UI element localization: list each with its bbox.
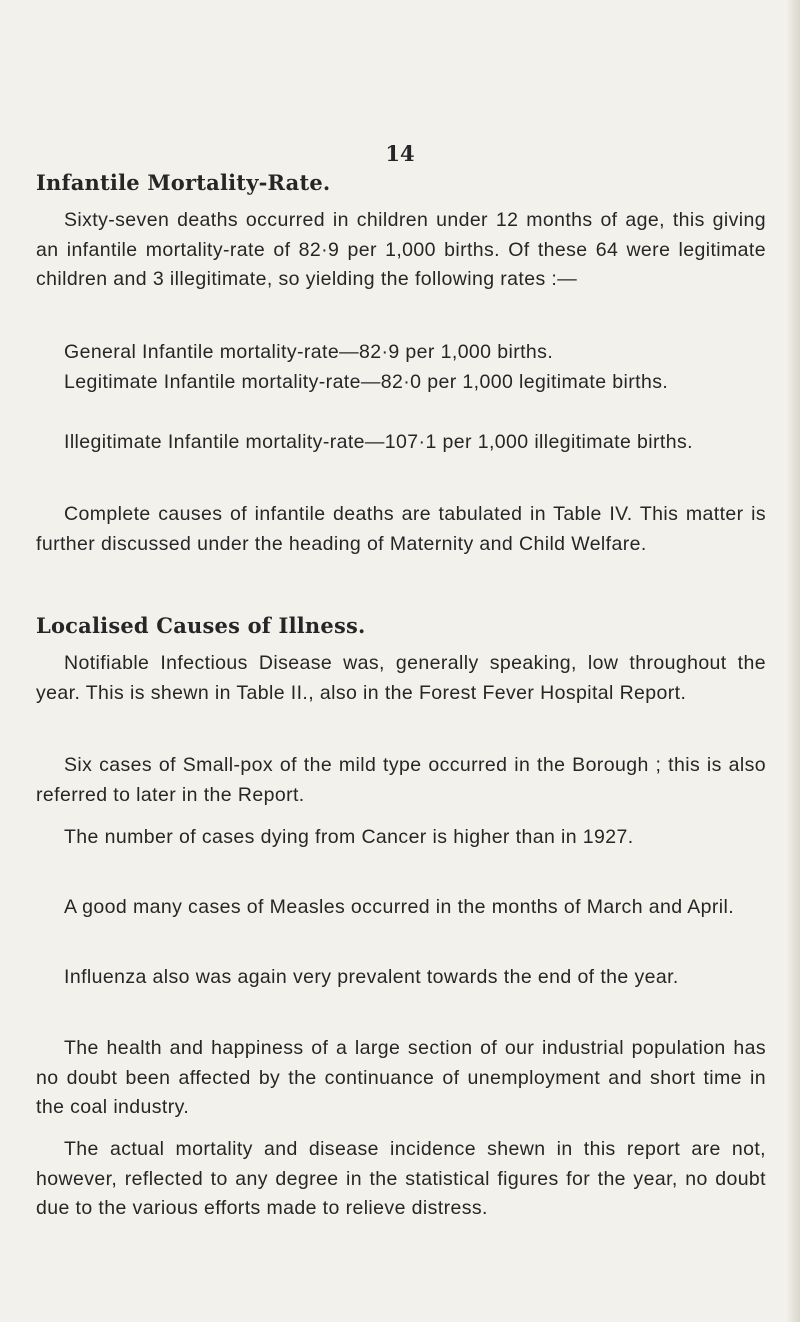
paragraph-measles: A good many cases of Measles occurred in the months of March and April. <box>64 896 735 918</box>
rate-general: General Infantile mortality-rate—82·9 per 1,000 births. <box>64 341 554 363</box>
paragraph-influenza: Influenza also was again very prevalent towards the end of the year. <box>64 966 679 988</box>
page-edge-shadow <box>786 0 800 1322</box>
rate-illegitimate: Illegitimate Infantile mortality-rate—107·1 per 1,000 illegitimate births. <box>64 431 693 453</box>
paragraph-statistical-figures: The actual mortality and disease incidence shewn in this report are not, however, reflected to any degree in the statistical figures for the year, no doubt due to the various efforts made to relieve distress. <box>36 1138 766 1219</box>
paragraph-notifiable-disease: Notifiable Infectious Disease was, generally speaking, low throughout the year. This is shewn in Table II., also in the Forest Fever Hospital Report. <box>36 652 766 704</box>
paragraph-cancer: The number of cases dying from Cancer is higher than in 1927. <box>64 826 634 848</box>
rate-legitimate: Legitimate Infantile mortality-rate—82·0 per 1,000 legitimate births. <box>64 371 669 393</box>
paragraph-infantile-deaths: Sixty-seven deaths occurred in children under 12 months of age, this giving an infantile mortality-rate of 82·9 per 1,000 births. Of these 64 were legitimate children and 3 illegitimate, so yielding the following rates :— <box>36 209 766 290</box>
page-number: 14 <box>385 141 415 166</box>
paragraph-complete-causes: Complete causes of infantile deaths are tabulated in Table IV. This matter is further discussed under the heading of Maternity and Child Welfare. <box>36 503 766 555</box>
section-heading-infantile-mortality: Infantile Mortality-Rate. <box>36 170 331 195</box>
section-heading-localised-causes: Localised Causes of Illness. <box>36 613 366 638</box>
paragraph-small-pox: Six cases of Small-pox of the mild type occurred in the Borough ; this is also referred to later in the Report. <box>36 754 766 806</box>
paragraph-unemployment: The health and happiness of a large section of our industrial population has no doubt been affected by the continuance of unemployment and short time in the coal industry. <box>36 1037 766 1118</box>
